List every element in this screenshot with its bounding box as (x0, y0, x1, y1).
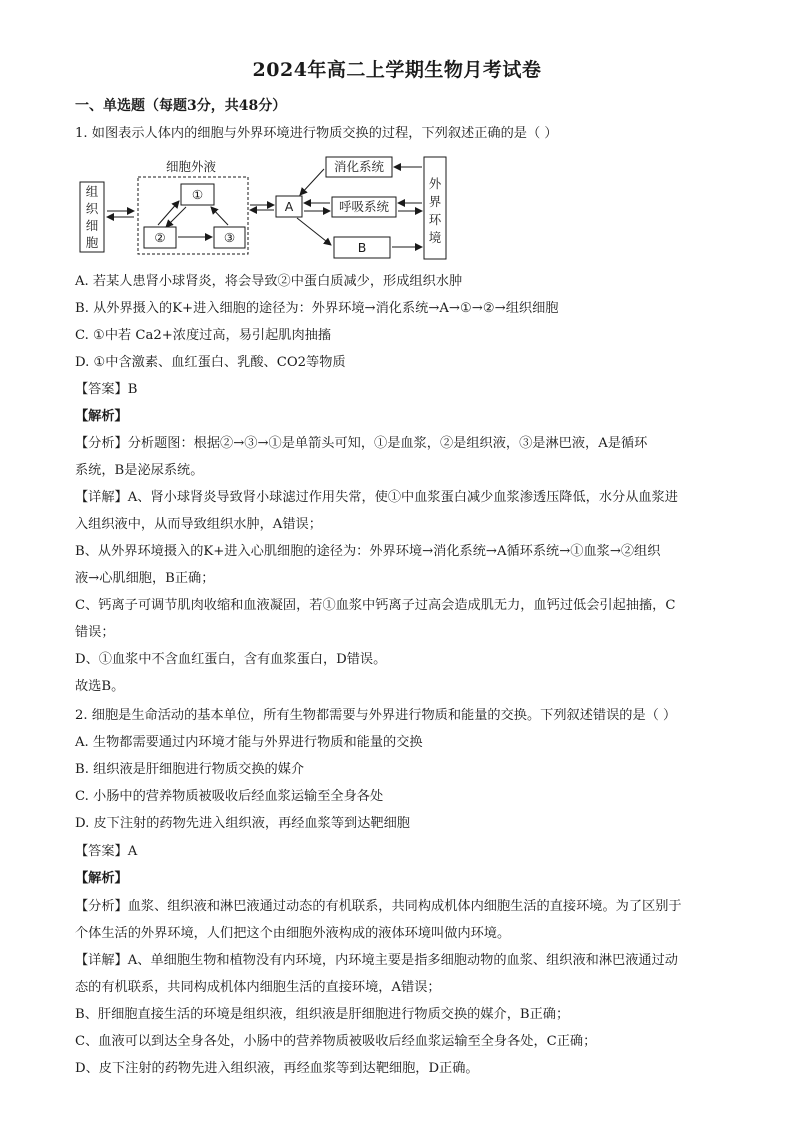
q1-analysis-line: C、钙离子可调节肌肉收缩和血液凝固，若①血浆中钙离子过高会造成肌无力，血钙过低会引起抽搐，C (75, 598, 676, 613)
q1-option-d: D. ①中含激素、血红蛋白、乳酸、CO2等物质 (75, 355, 346, 370)
box-b-label: B (357, 240, 367, 255)
q1-analysis-line: 液→心肌细胞，B正确； (75, 571, 215, 586)
outside-char-2: 界 (428, 194, 442, 209)
question-2-stem: 2. 细胞是生命活动的基本单位，所有生物都需要与外界进行物质和能量的交换。下列叙述错误的是（ ） (75, 708, 677, 723)
page-title: 2024年高二上学期生物月考试卷 (252, 59, 542, 81)
q2-option-d: D. 皮下注射的药物先进入组织液，再经血浆等到达靶细胞 (75, 816, 410, 831)
cell-char-3: 细 (85, 218, 99, 233)
cell-char-2: 织 (85, 201, 99, 216)
q2-analysis-line: D、皮下注射的药物先进入组织液，再经血浆等到达靶细胞，D正确。 (75, 1061, 479, 1076)
box-a-label: A (284, 199, 294, 214)
q2-option-c: C. 小肠中的营养物质被吸收后经血浆运输至全身各处 (75, 789, 384, 804)
q2-analysis-line: C、血液可以到达全身各处，小肠中的营养物质被吸收后经血浆运输至全身各处，C正确； (75, 1034, 597, 1049)
q1-analysis-line: D、①血浆中不含血红蛋白，含有血浆蛋白，D错误。 (75, 652, 387, 667)
node-3-label: ③ (223, 230, 236, 245)
section-heading: 一、单选题（每题3分，共48分） (75, 98, 287, 114)
node-2-label: ② (154, 230, 166, 245)
q1-analysis-line: 系统，B是泌尿系统。 (75, 463, 204, 478)
exchange-diagram (78, 150, 458, 265)
q1-analysis-line: B、从外界环境摄入的K+进入心肌细胞的途径为：外界环境→消化系统→A循环系统→①血浆→②组织 (75, 544, 661, 559)
node-1-label: ① (191, 187, 204, 202)
outside-char-3: 环 (428, 212, 442, 227)
q2-analysis-line: 【分析】血浆、组织液和淋巴液通过动态的有机联系，共同构成机体内细胞生活的直接环境。为了区别于 (75, 899, 682, 914)
cell-char-1: 组 (85, 184, 99, 199)
arrow-2-to-1 (158, 201, 179, 225)
outside-char-1: 外 (428, 176, 442, 191)
arrow-3-to-1 (211, 207, 228, 225)
outside-char-4: 境 (428, 230, 442, 245)
q1-analysis-line: 【分析】分析题图：根据②→③→①是单箭头可知，①是血浆，②是组织液，③是淋巴液，A是循环 (75, 436, 648, 451)
q2-analysis-line: B、肝细胞直接生活的环境是组织液，组织液是肝细胞进行物质交换的媒介，B正确； (75, 1007, 570, 1022)
q1-answer: 【答案】B (75, 382, 138, 397)
q1-analysis-heading: 【解析】 (75, 409, 128, 424)
q1-analysis-line: 故选B。 (75, 679, 125, 694)
q1-option-b: B. 从外界摄入的K+进入细胞的途径为：外界环境→消化系统→A→①→②→组织细胞 (75, 301, 559, 316)
arrow-1-to-2 (166, 207, 186, 227)
q1-analysis-line: 错误； (75, 625, 115, 640)
question-1-stem: 1. 如图表示人体内的细胞与外界环境进行物质交换的过程，下列叙述正确的是（ ） (75, 126, 558, 141)
q1-analysis-line: 入组织液中，从而导致组织水肿，A错误； (75, 517, 322, 532)
q2-analysis-line: 个体生活的外界环境，人们把这个由细胞外液构成的液体环境叫做内环境。 (75, 926, 511, 941)
arrow-a-to-b (297, 218, 331, 245)
q2-option-a: A. 生物都需要通过内环境才能与外界进行物质和能量的交换 (75, 735, 423, 750)
cell-char-4: 胞 (85, 235, 99, 250)
respiratory-system-label: 呼吸系统 (338, 199, 390, 214)
q2-analysis-line: 【详解】A、单细胞生物和植物没有内环境，内环境主要是指多细胞动物的血浆、组织液和淋巴液通过动 (75, 953, 678, 968)
digestive-system-label: 消化系统 (333, 159, 385, 174)
q2-option-b: B. 组织液是肝细胞进行物质交换的媒介 (75, 762, 305, 777)
q1-option-c: C. ①中若 Ca2+浓度过高，易引起肌肉抽搐 (75, 328, 332, 343)
ecf-label: 细胞外液 (165, 159, 217, 174)
q2-analysis-line: 态的有机联系，共同构成机体内细胞生活的直接环境，A错误； (75, 980, 441, 995)
q1-option-a: A. 若某人患肾小球肾炎，将会导致②中蛋白质减少，形成组织水肿 (75, 274, 463, 289)
q2-analysis-heading: 【解析】 (75, 871, 128, 886)
q2-answer: 【答案】A (75, 844, 138, 859)
q1-analysis-line: 【详解】A、肾小球肾炎导致肾小球滤过作用失常，使①中血浆蛋白减少血浆渗透压降低，水分从血浆进 (75, 490, 678, 505)
arrow-digestive-to-a (300, 169, 324, 195)
